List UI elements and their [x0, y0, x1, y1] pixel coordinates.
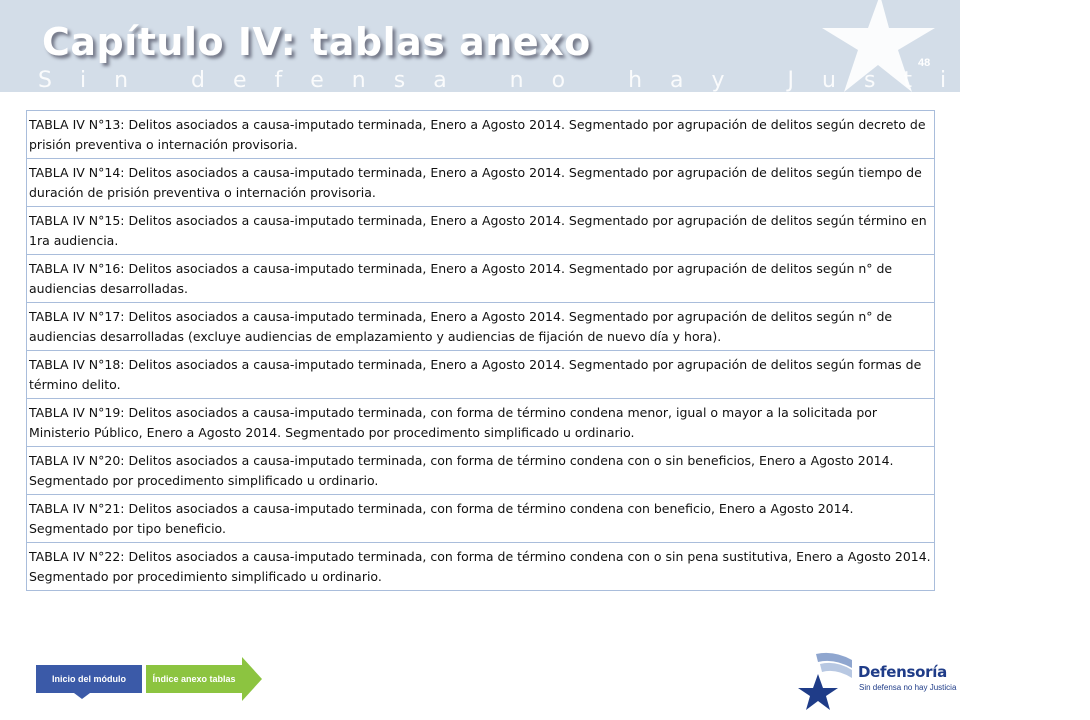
table-link-17[interactable]: TABLA IV N°17: Delitos asociados a causa-imputado terminada, Enero a Agosto 2014. Segmentado por agrupación de delitos según n° de audiencias desarrolladas (excluye audiencias de emplazamiento y audiencias de fijación de nuevo día y hora).	[27, 303, 935, 351]
header-band	[0, 0, 1090, 93]
inicio-modulo-label: Inicio del módulo	[52, 674, 126, 684]
table-row[interactable]	[27, 543, 935, 591]
logo-slogan: Sin defensa no hay Justicia	[859, 683, 957, 692]
table-link-16[interactable]: TABLA IV N°16: Delitos asociados a causa-imputado terminada, Enero a Agosto 2014. Segmentado por agrupación de delitos según n° de audiencias desarrolladas.	[27, 255, 935, 303]
table-link-18[interactable]: TABLA IV N°18: Delitos asociados a causa-imputado terminada, Enero a Agosto 2014. Segmentado por agrupación de delitos según formas de término delito.	[27, 351, 935, 399]
table-row[interactable]	[27, 255, 935, 303]
table-link-14[interactable]: TABLA IV N°14: Delitos asociados a causa-imputado terminada, Enero a Agosto 2014. Segmentado por agrupación de delitos según tiempo de duración de prisión preventiva o internación provisoria.	[27, 159, 935, 207]
table-row[interactable]	[27, 303, 935, 351]
inicio-modulo-button[interactable]	[36, 665, 142, 693]
page-number: 48	[918, 57, 931, 69]
indice-anexo-label: Índice anexo tablas	[152, 674, 236, 684]
table-row[interactable]	[27, 495, 935, 543]
header-tagline: Sin defensa no hay Justicia	[38, 68, 1090, 93]
table-row[interactable]	[27, 399, 935, 447]
defensoria-logo	[794, 650, 957, 710]
table-row[interactable]	[27, 447, 935, 495]
table-row[interactable]	[27, 207, 935, 255]
table-link-13[interactable]: TABLA IV N°13: Delitos asociados a causa-imputado terminada, Enero a Agosto 2014. Segmentado por agrupación de delitos según decreto de prisión preventiva o internación provisoria.	[27, 111, 935, 159]
indice-anexo-button[interactable]	[146, 665, 242, 693]
table-link-15[interactable]: TABLA IV N°15: Delitos asociados a causa-imputado terminada, Enero a Agosto 2014. Segmentado por agrupación de delitos según término en 1ra audiencia.	[27, 207, 935, 255]
tables-index-table	[26, 110, 935, 591]
table-link-19[interactable]: TABLA IV N°19: Delitos asociados a causa-imputado terminada, con forma de término condena menor, igual o mayor a la solicitada por Ministerio Público, Enero a Agosto 2014. Segmentado por procedimento simplificado u ordinario.	[27, 399, 935, 447]
logo-name: Defensoría	[858, 663, 947, 681]
table-row[interactable]	[27, 111, 935, 159]
page-title: Capítulo IV: tablas anexo	[42, 20, 591, 64]
table-link-20[interactable]: TABLA IV N°20: Delitos asociados a causa-imputado terminada, con forma de término condena con o sin beneficios, Enero a Agosto 2014. Segmentado por procedimento simplificado u ordinario.	[27, 447, 935, 495]
table-link-22[interactable]: TABLA IV N°22: Delitos asociados a causa-imputado terminada, con forma de término condena con o sin pena sustitutiva, Enero a Agosto 2014. Segmentado por procedimiento simplificado u ordinario.	[27, 543, 935, 591]
star-icon	[794, 650, 856, 710]
table-link-21[interactable]: TABLA IV N°21: Delitos asociados a causa-imputado terminada, con forma de término condena con beneficio, Enero a Agosto 2014. Segmentado por tipo beneficio.	[27, 495, 935, 543]
table-row[interactable]	[27, 351, 935, 399]
table-row[interactable]	[27, 159, 935, 207]
